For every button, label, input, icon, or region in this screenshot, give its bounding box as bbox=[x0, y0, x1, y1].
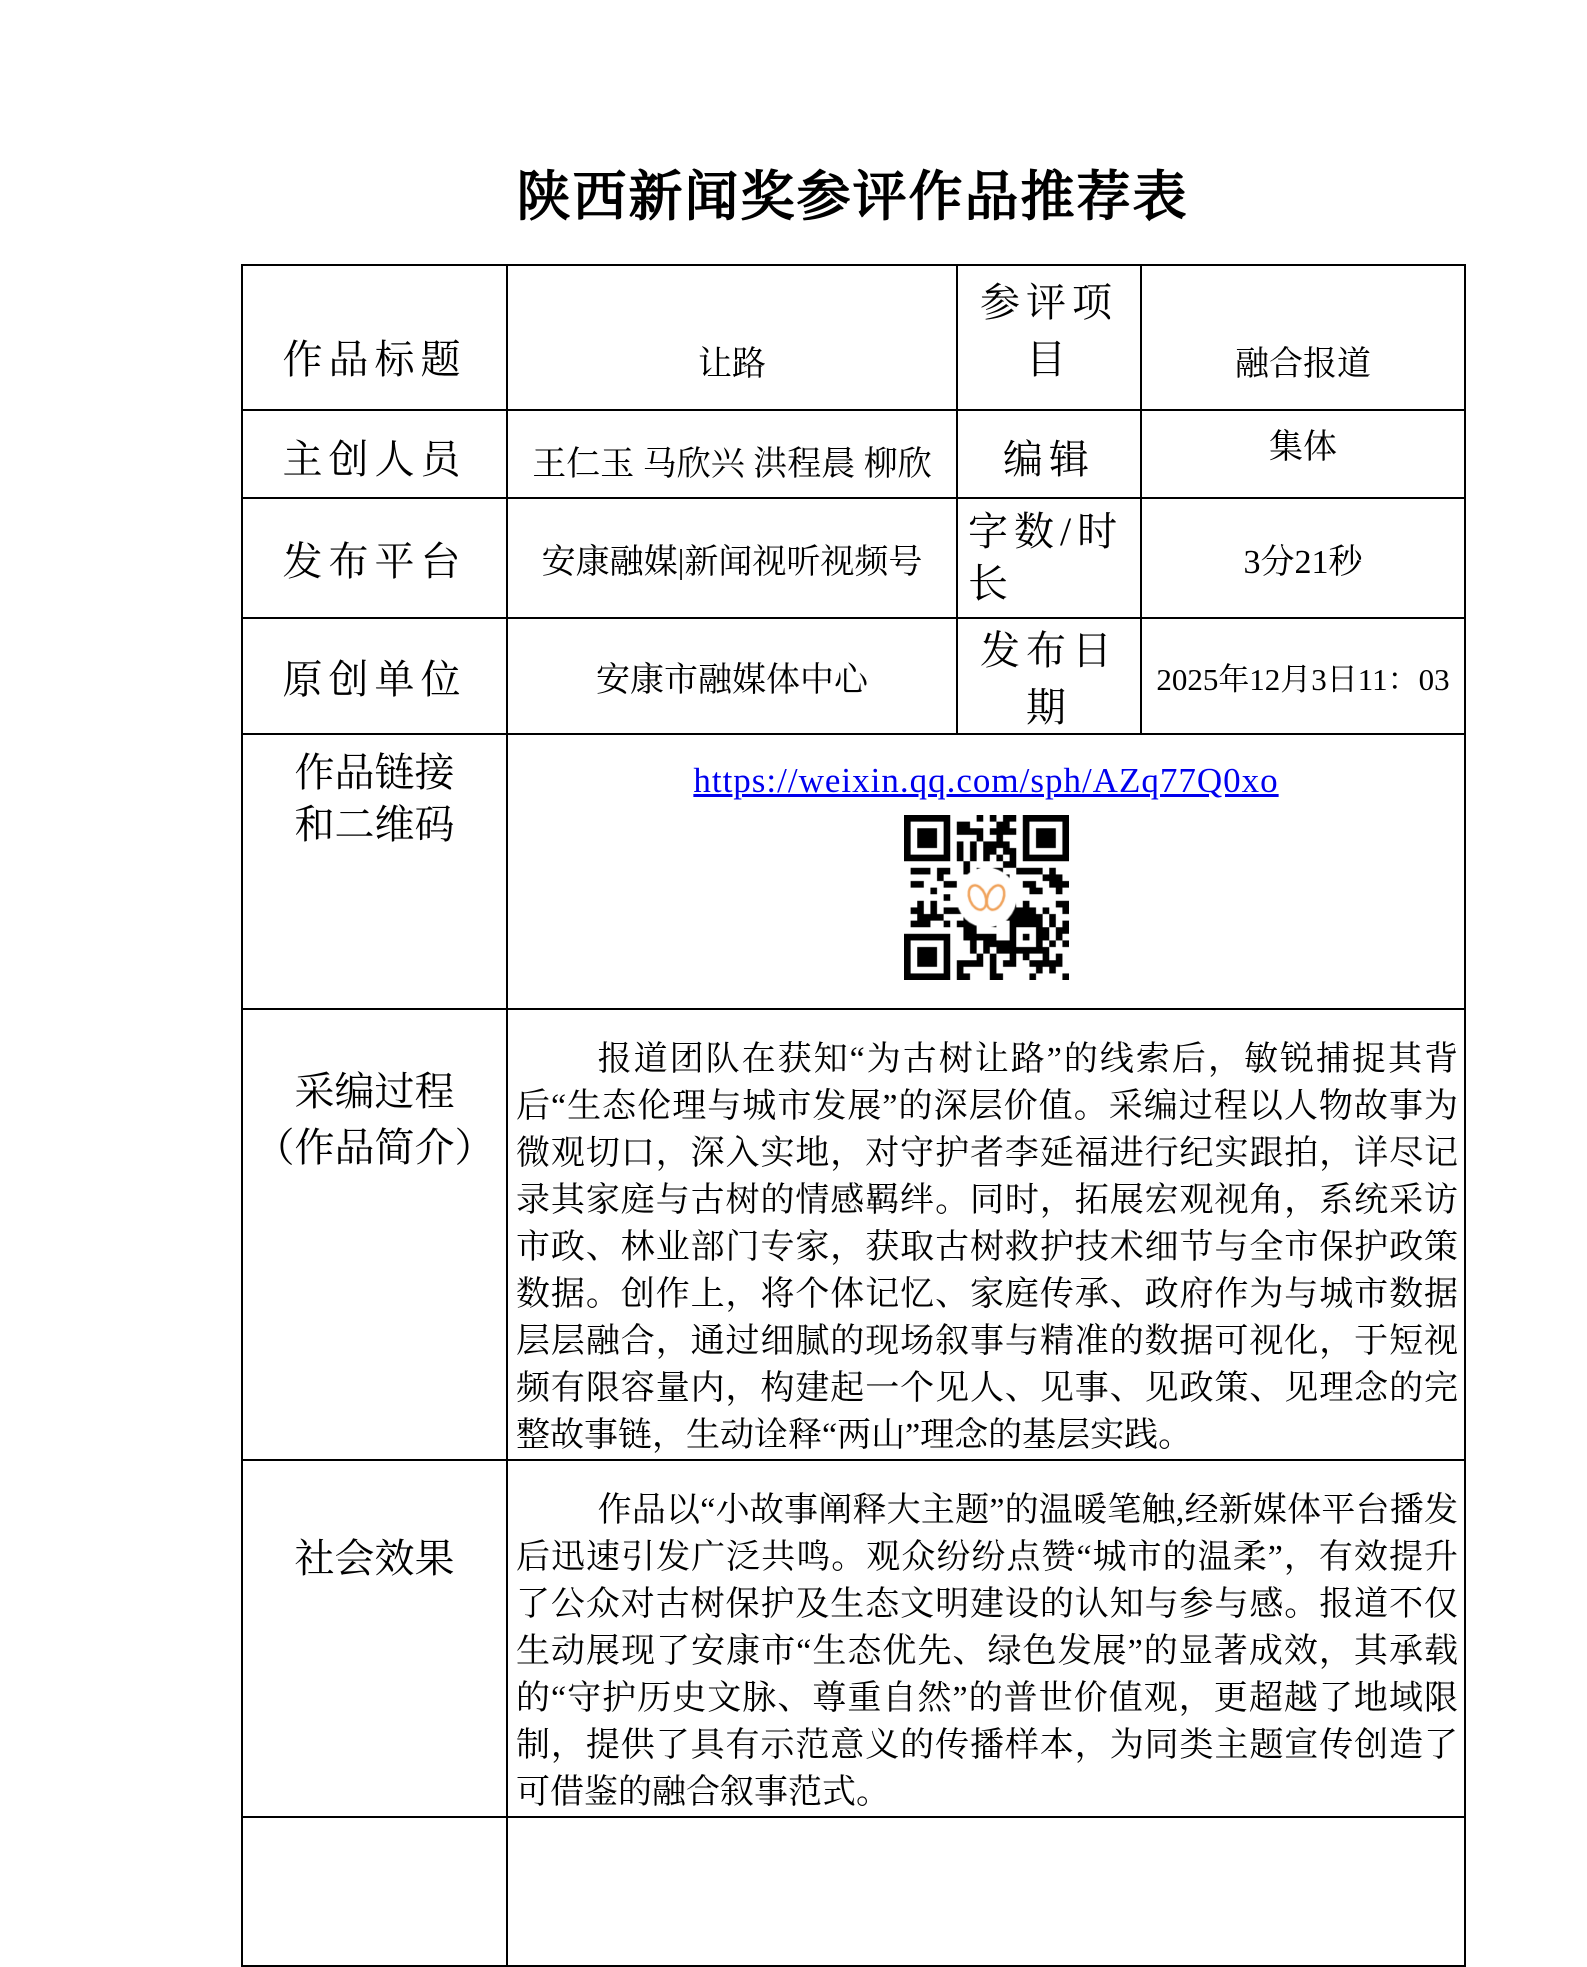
qr-code-container bbox=[508, 815, 1464, 985]
entry-category-value: 融合报道 bbox=[1141, 265, 1465, 410]
editor-value: 集体 bbox=[1141, 410, 1465, 498]
row-editing-process bbox=[242, 1009, 1465, 1460]
row-creators bbox=[242, 410, 1465, 498]
editor-label: 编辑 bbox=[957, 410, 1141, 498]
row-platform bbox=[242, 498, 1465, 618]
empty-cell-content bbox=[507, 1817, 1465, 1966]
social-effect-body: 作品以“小故事阐释大主题”的温暖笔触,经新媒体平台播发后迅速引发广泛共鸣。观众纷纷点赞“城市的温柔”，有效提升了公众对古树保护及生态文明建设的认知与参与感。报道不仅生动展现了安康市“生态优先、绿色发展”的显著成效，其承载的“守护历史文脉、尊重自然”的普世价值观，更超越了地域限制，提供了具有示范意义的传播样本，为同类主题宣传创造了可借鉴的融合叙事范式。 bbox=[507, 1460, 1465, 1817]
row-origin-unit bbox=[242, 618, 1465, 734]
creators-value: 王仁玉 马欣兴 洪程晨 柳欣 bbox=[507, 410, 957, 498]
platform-value: 安康融媒|新闻视听视频号 bbox=[507, 498, 957, 618]
link-qr-label: 作品链接 和二维码 bbox=[242, 734, 507, 1009]
work-url-link[interactable]: https://weixin.qq.com/sph/AZq77Q0xo bbox=[693, 761, 1279, 800]
work-title-value: 让路 bbox=[507, 265, 957, 410]
editing-process-label: 采编过程 （作品简介） bbox=[242, 1009, 507, 1460]
editing-process-body: 报道团队在获知“为古树让路”的线索后，敏锐捕捉其背后“生态伦理与城市发展”的深层价值。采编过程以人物故事为微观切口，深入实地，对守护者李延福进行纪实跟拍，详尽记录其家庭与古树的情感羁绊。同时，拓展宏观视角，系统采访市政、林业部门专家，获取古树救护技术细节与全市保护政策数据。创作上，将个体记忆、家庭传承、政府作为与城市数据层层融合，通过细腻的现场叙事与精准的数据可视化，于短视频有限容量内，构建起一个见人、见事、见政策、见理念的完整故事链，生动诠释“两山”理念的基层实践。 bbox=[507, 1009, 1465, 1460]
creators-label: 主创人员 bbox=[242, 410, 507, 498]
publish-date-value: 2025年12月3日11：03 bbox=[1141, 618, 1465, 734]
row-empty-bottom bbox=[242, 1817, 1465, 1966]
link-qr-content bbox=[507, 734, 1465, 1009]
row-social-effect bbox=[242, 1460, 1465, 1817]
origin-unit-label: 原创单位 bbox=[242, 618, 507, 734]
duration-label: 字数/时长 bbox=[957, 498, 1141, 618]
document-page bbox=[241, 0, 1464, 1967]
origin-unit-value: 安康市融媒体中心 bbox=[507, 618, 957, 734]
empty-cell-label bbox=[242, 1817, 507, 1966]
duration-value: 3分21秒 bbox=[1141, 498, 1465, 618]
page-title: 陕西新闻奖参评作品推荐表 bbox=[516, 167, 1189, 227]
publish-date-label: 发布日期 bbox=[957, 618, 1141, 734]
platform-label: 发布平台 bbox=[242, 498, 507, 618]
entry-category-label: 参评项目 bbox=[957, 265, 1141, 410]
qr-code bbox=[904, 815, 1069, 980]
social-effect-label: 社会效果 bbox=[242, 1460, 507, 1817]
recommendation-table bbox=[241, 264, 1466, 1967]
row-link-qr bbox=[242, 734, 1465, 1009]
work-title-label: 作品标题 bbox=[242, 265, 507, 410]
row-work-title bbox=[242, 265, 1465, 410]
